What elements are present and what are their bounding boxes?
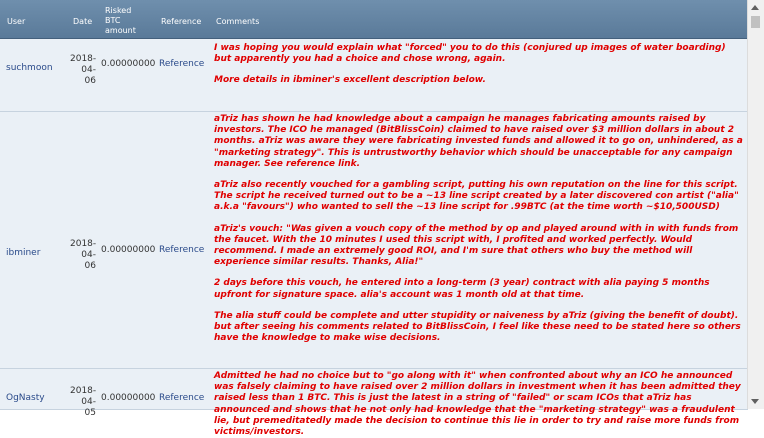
comment [214, 43, 744, 87]
reference-link[interactable]: Reference [159, 59, 205, 69]
table-row [0, 369, 748, 438]
header-risked-btc-amount: Risked BTC amount [105, 6, 136, 35]
date-line-1: 2018- [70, 54, 97, 64]
comment-paragraph: aTriz also recently vouched for a gambling script, putting his own reputation on the line for this script. The script he received turned out to be a ~13 line script created by a later discovered con artist ("alia" a.k.a "favours") who wanted to sell the ~13 line script for .99BTC (at the time worth ~$10,500USD) [214, 180, 739, 213]
comment-paragraph: More details in ibminer's excellent description below. [214, 75, 486, 86]
date-line-1: 2018- [70, 239, 97, 249]
risked-amount: 0.00000000 [101, 245, 156, 255]
table-row [0, 39, 748, 112]
arrow-down-icon[interactable] [751, 399, 759, 404]
date-line-2: 04-06 [81, 65, 96, 86]
comment-paragraph: aTriz has shown he had knowledge about a campaign he manages fabricating amounts raised by investors. The ICO he managed (BitBlissCoin) claimed to have raised over $3 million dollars in about 2 months. aTriz was aware they were fabricating invested funds and allowed it to go on, unhindered, as a "marketing strategy". This is untrustworthy behavior which should be unacceptable for any campaign manager. See reference link. [214, 114, 743, 169]
table-row [0, 112, 748, 369]
table-header [0, 0, 748, 39]
user-link[interactable]: suchmoon [6, 63, 53, 73]
comment-paragraph: aTriz's vouch: "Was given a vouch copy of the method by op and played around with in with funds from the faucet. With the 10 minutes I used this script with, I profited and worked perfectly. Would recommend. I made an extremely good ROI, and I'm sure that others who buy the method will experience similar results. Thanks, Alia!" [214, 223, 739, 268]
arrow-up-icon[interactable] [751, 5, 759, 10]
comment-paragraph: I was hoping you would explain what "forced" you to do this (conjured up images of water boarding) but apparently you had a choice and chose wrong, again. [214, 43, 726, 65]
feedback-table-body [0, 39, 748, 438]
header-comments: Comments [216, 17, 260, 26]
comment [214, 114, 744, 344]
header-user: User [7, 17, 26, 26]
user-link[interactable]: OgNasty [6, 393, 45, 403]
comment-paragraph: 2 days before this vouch, he entered into a long-term (3 year) contract with alia paying 5 months upfront for signature space. alia's account was 1 month old at that time. [214, 278, 710, 300]
comment-paragraph: Admitted he had no choice but to "go along with it" when confronted about why an ICO he announced was falsely claiming to have raised over 2 million dollars in investment when it has been admitted they raised less than 1 BTC. This is just the latest in a string of "failed" or scam ICOs that aTriz has announced and shows that he not only had knowledge that the "marketing strategy" was a fraudulent lie, but premeditatedly made the decision to continue this lie in order to try and raise more funds from victims/investors. [214, 371, 741, 438]
date-line-1: 2018- [70, 386, 97, 396]
comment-paragraph: The alia stuff could be complete and utter stupidity or naiveness by aTriz (giving the benefit of doubt). but after seeing his comments related to BitBlissCoin, I feel like these need to be stated here so others have the knowledge to make wise decisions. [214, 310, 741, 344]
risked-amount: 0.00000000 [101, 59, 156, 69]
reference-link[interactable]: Reference [159, 393, 205, 403]
comment [214, 371, 744, 438]
scrollbar-thumb[interactable] [751, 16, 760, 28]
risked-amount: 0.00000000 [101, 393, 156, 403]
reference-link[interactable]: Reference [159, 245, 205, 255]
date-line-2: 04-06 [81, 250, 96, 271]
date-line-2: 04-05 [81, 397, 96, 418]
header-reference: Reference [161, 17, 202, 26]
header-date: Date [73, 17, 93, 26]
vertical-scrollbar[interactable] [747, 0, 764, 409]
user-link[interactable]: ibminer [6, 248, 41, 258]
